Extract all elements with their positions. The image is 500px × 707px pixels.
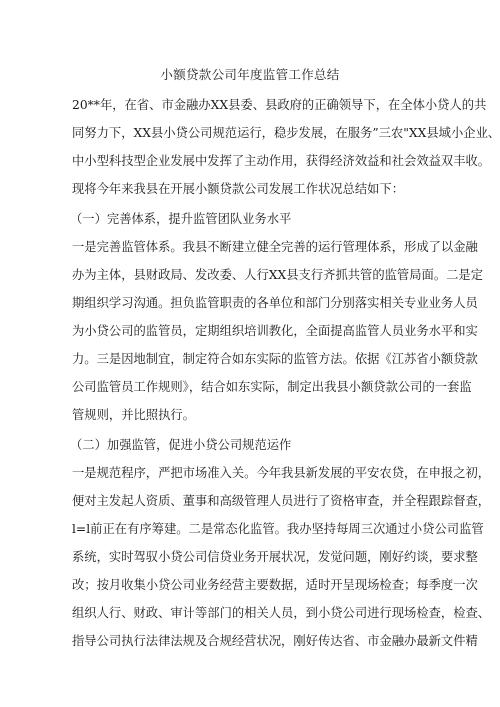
- paragraph-line: 公司监管员工作规则》，结合如东实际，制定出我县小额贷款公司的一套监: [72, 380, 472, 394]
- paragraph-line: 为小贷公司的监管员，定期组织培训教化，全面提高监管人员业务水平和实: [72, 324, 478, 338]
- paragraph-line: 改；按月收集小贷公司业务经营主要数据，适时开呈现场检查；每季度一次: [72, 578, 478, 592]
- section-heading: （一）完善体系，提升监管团队业务水平: [70, 212, 292, 226]
- paragraph-line: 期组织学习沟通。担负监管职责的各单位和部门分别落实相关专业业务人员: [72, 296, 478, 310]
- document-title: 小额贷款公司年度监管工作总结: [160, 67, 340, 82]
- paragraph-line: 中小型科技型企业发展中发挥了主动作用，获得经济效益和社会效益双丰收。: [72, 154, 491, 168]
- paragraph-line: 便对主发起人资质、董事和高级管理人员进行了资格审查，并全程跟踪督查，: [72, 494, 491, 508]
- paragraph-line: 办为主体，县财政局、发改委、人行XX县支行齐抓共管的监管局面。二是定: [72, 268, 484, 282]
- paragraph-line: 指导公司执行法律法规及合规经营状况，刚好传达省、市金融办最新文件精: [72, 634, 478, 648]
- paragraph-line: l=l前正在有序筹建。二是常态化监管。我办坚持每周三次通过小贷公司监管: [72, 522, 484, 536]
- paragraph-line: 20**年，在省、市金融办XX县委、县政府的正确领导下，在全体小贷人的共: [72, 98, 487, 112]
- paragraph-line: 现将今年来我县在开展小额贷款公司发展工作状况总结如下：: [72, 182, 405, 196]
- paragraph-line: 一是规范程序，严把市场准入关。今年我县新发展的平安农贷，在申报之初，: [72, 466, 491, 480]
- paragraph-line: 组织人行、财政、审计等部门的相关人员，到小贷公司进行现场检查，检查、: [72, 606, 491, 620]
- paragraph-line: 系统，实时驾驭小贷公司信贷业务开展状况，发觉问题，刚好约谈，要求整: [72, 550, 478, 564]
- paragraph-line: 同努力下，XX县小贷公司规范运行，稳步发展，在服务”三农"XX县域小企业、: [72, 126, 500, 140]
- paragraph-line: 一是完善监管体系。我县不断建立健全完善的运行管理体系，形成了以金融: [72, 240, 478, 254]
- paragraph-line: 管规则，并比照执行。: [72, 408, 195, 422]
- paragraph-line: 力。三是因地制宜，制定符合如东实际的监管方法。依据《江苏省小额贷款: [72, 352, 478, 366]
- section-heading: （二）加强监管，促进小贷公司规范运作: [70, 438, 292, 452]
